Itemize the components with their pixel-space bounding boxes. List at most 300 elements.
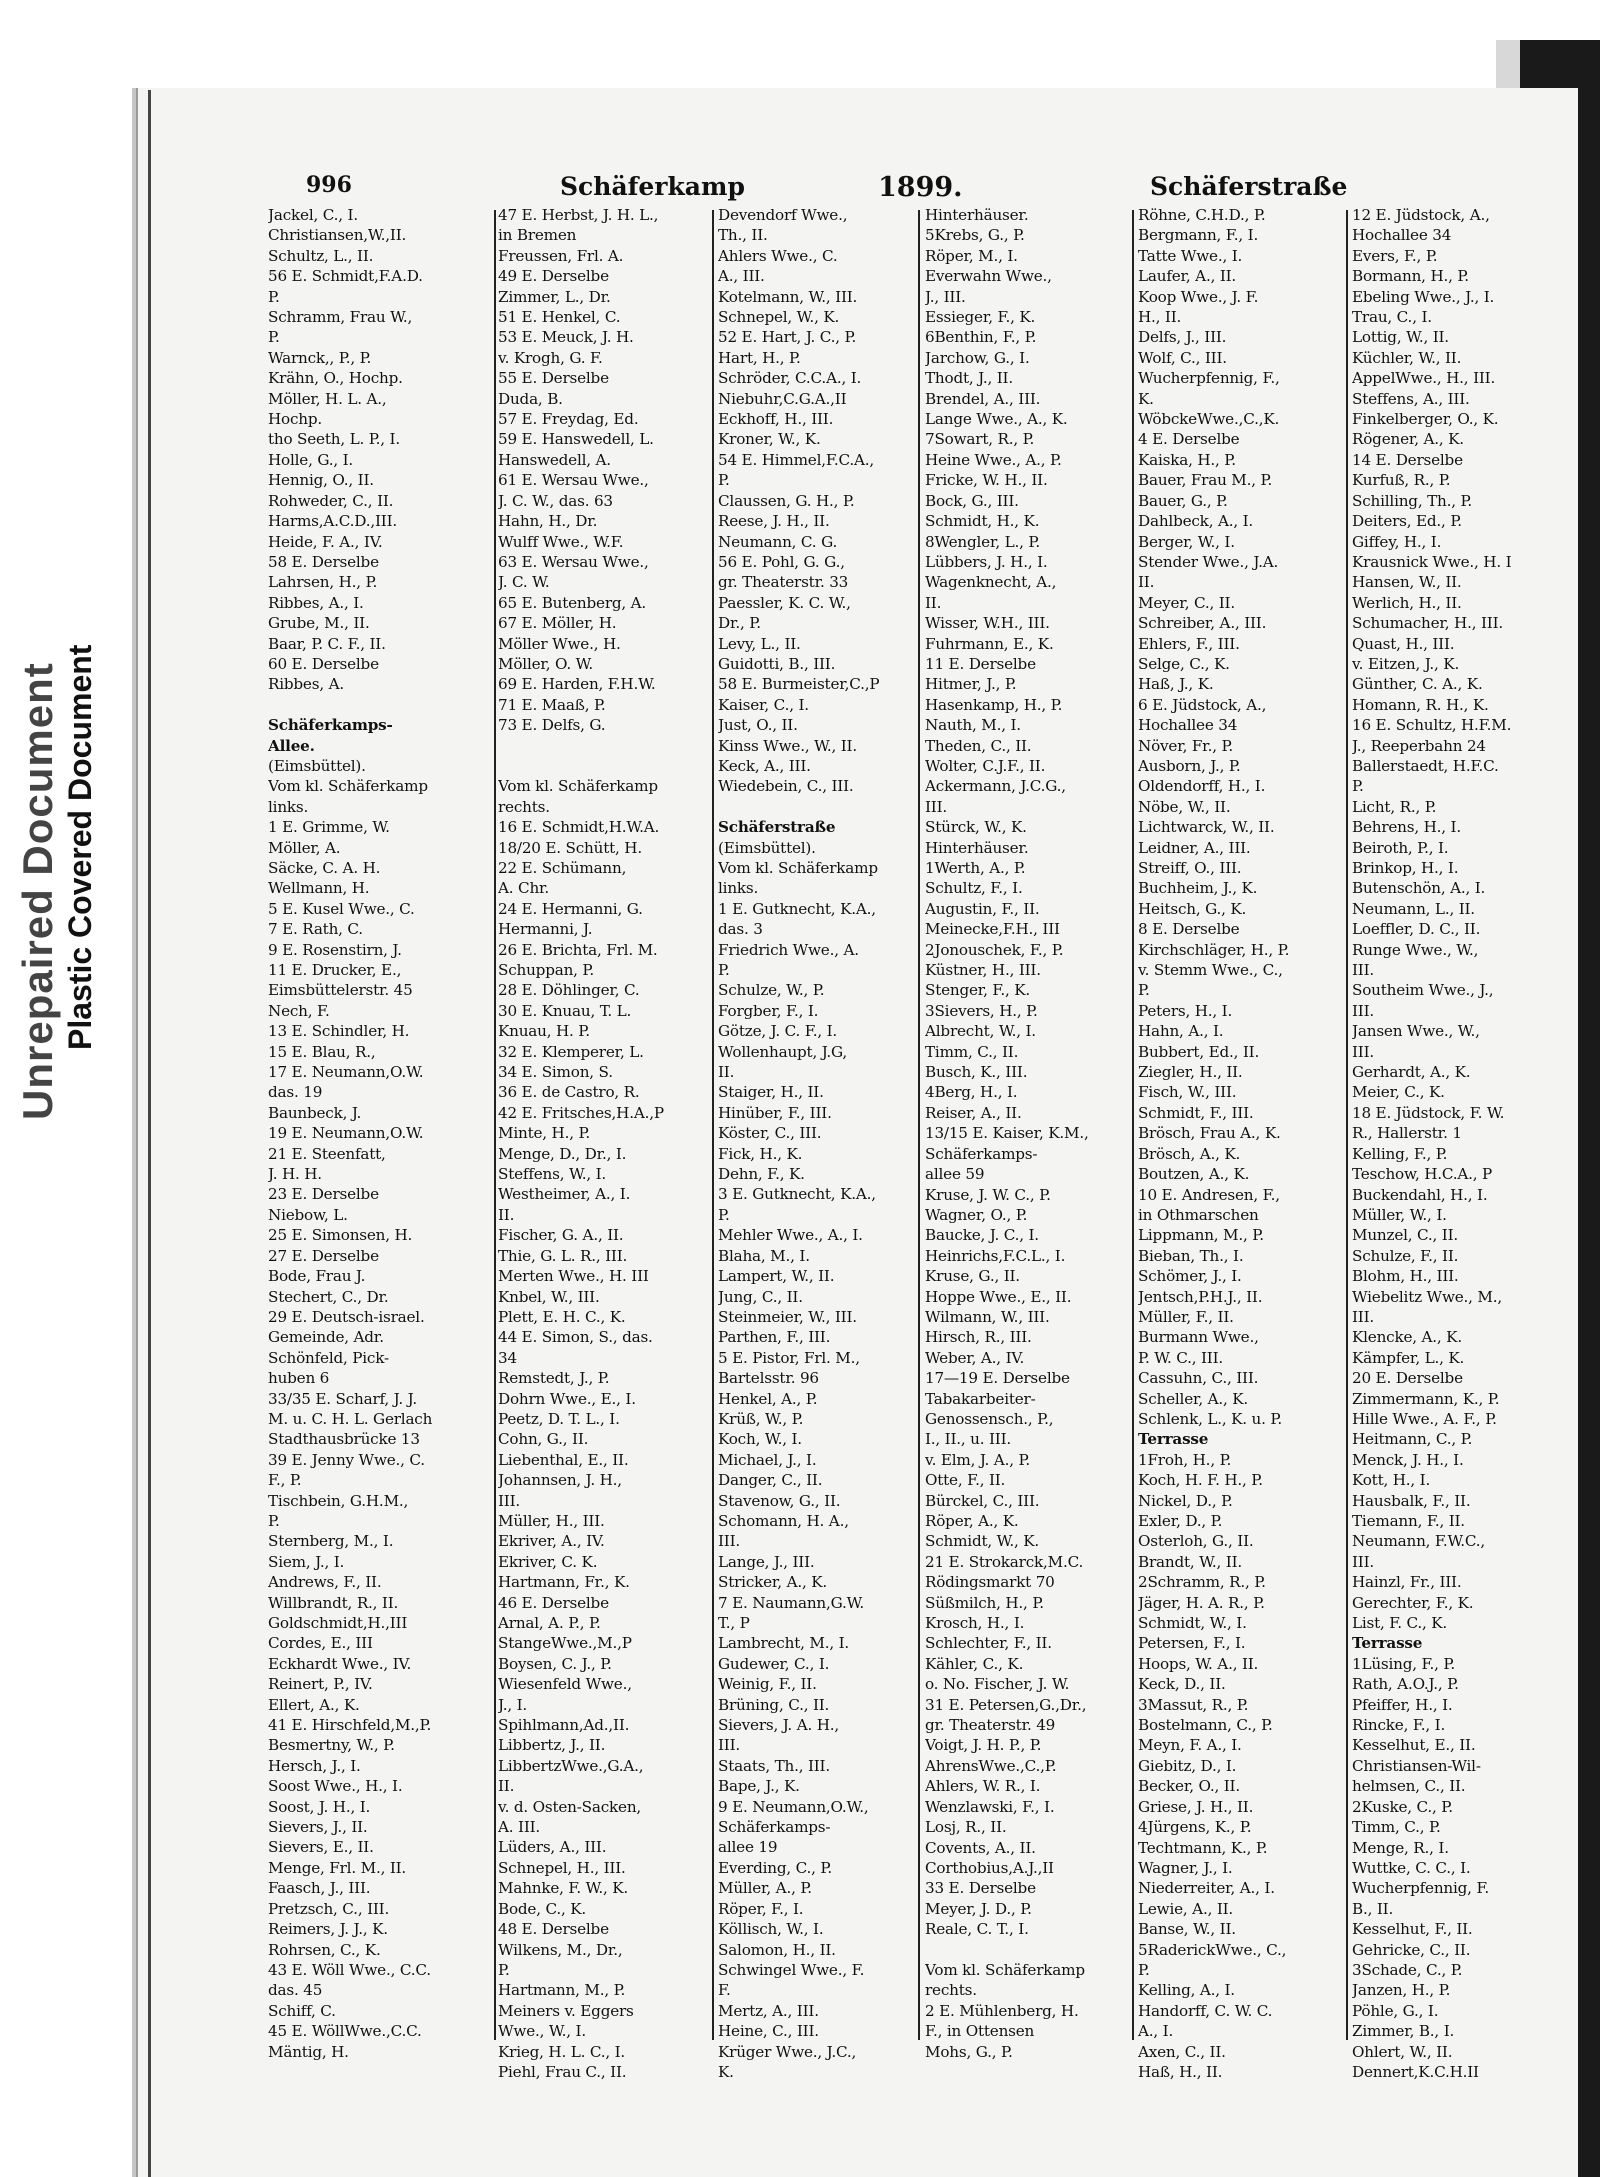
directory-entry: Röper, M., I. bbox=[925, 246, 1018, 265]
directory-entry: Axen, C., II. bbox=[1138, 2042, 1226, 2061]
directory-entry: Reiser, A., II. bbox=[925, 1103, 1022, 1122]
directory-entry: Laufer, A., II. bbox=[1138, 267, 1237, 286]
directory-entry: 5Krebs, G., P. bbox=[925, 226, 1025, 245]
directory-entry: Röper, A., K. bbox=[925, 1512, 1019, 1530]
directory-entry: Vom kl. Schäferkamp bbox=[498, 777, 658, 796]
directory-entry: Danger, C., II. bbox=[718, 1471, 823, 1490]
directory-entry: Steffens, W., I. bbox=[498, 1165, 607, 1184]
directory-entry: Hausbalk, F., II. bbox=[1352, 1491, 1471, 1510]
directory-entry: Stricker, A., K. bbox=[718, 1573, 827, 1592]
directory-entry: Bauer, G., P. bbox=[1138, 491, 1228, 510]
directory-entry: J. C. W., das. 63 bbox=[498, 491, 613, 510]
directory-entry: Sternberg, M., I. bbox=[268, 1532, 394, 1551]
directory-entry: Lahrsen, H., P. bbox=[268, 573, 378, 592]
directory-entry: Fricke, W. H., II. bbox=[925, 471, 1048, 490]
directory-entry: Berger, W., I. bbox=[1138, 532, 1235, 551]
directory-entry: Schmidt, W., K. bbox=[925, 1532, 1040, 1551]
directory-entry: Hart, H., P. bbox=[718, 348, 801, 367]
directory-entry: Hasenkamp, H., P. bbox=[925, 695, 1063, 714]
directory-entry: Müller, H., III. bbox=[498, 1511, 605, 1530]
directory-entry: Lichtwarck, W., II. bbox=[1138, 818, 1275, 837]
directory-entry: Bubbert, Ed., II. bbox=[1138, 1042, 1260, 1061]
directory-entry: Cordes, E., III bbox=[268, 1634, 373, 1653]
directory-entry: Kotelmann, W., III. bbox=[718, 287, 858, 306]
directory-entry: Niebuhr,C.G.A.,II bbox=[718, 389, 847, 408]
directory-entry: 8 E. Derselbe bbox=[1138, 920, 1240, 939]
directory-entry: tho Seeth, L. P., I. bbox=[268, 430, 400, 449]
directory-entry: Eckhoff, H., III. bbox=[718, 410, 834, 429]
directory-entry: Trau, C., I. bbox=[1352, 308, 1432, 327]
directory-entry: Pretzsch, C., III. bbox=[268, 1899, 390, 1918]
directory-entry: Reale, C. T., I. bbox=[925, 1920, 1029, 1939]
directory-entry: Dehn, F., K. bbox=[718, 1165, 805, 1184]
directory-entry: v. Elm, J. A., P. bbox=[925, 1450, 1031, 1469]
directory-entry: 1 E. Grimme, W. bbox=[268, 818, 390, 837]
directory-entry: 20 E. Derselbe bbox=[1352, 1369, 1463, 1388]
directory-entry: Wulff Wwe., W.F. bbox=[498, 532, 624, 551]
directory-entry: Becker, O., II. bbox=[1138, 1777, 1240, 1796]
directory-entry: Hinüber, F., III. bbox=[718, 1103, 832, 1122]
directory-entry: Hochp. bbox=[268, 410, 323, 429]
directory-entry: Schäferkamps- bbox=[925, 1144, 1038, 1163]
directory-entry: Weinig, F., II. bbox=[718, 1675, 817, 1694]
directory-entry: in Othmarschen bbox=[1138, 1205, 1259, 1224]
directory-entry: Ohlert, W., II. bbox=[1352, 2042, 1453, 2061]
directory-entry: Küchler, W., II. bbox=[1352, 348, 1462, 367]
directory-entry: Schiff, C. bbox=[268, 2001, 336, 2020]
directory-entry: Steffens, A., III. bbox=[1352, 389, 1470, 408]
directory-entry: Fisch, W., III. bbox=[1138, 1083, 1237, 1102]
directory-entry: Bartelsstr. 96 bbox=[718, 1369, 819, 1388]
directory-entry: Timm, C., II. bbox=[925, 1042, 1019, 1061]
directory-entry: Baucke, J. C., I. bbox=[925, 1226, 1039, 1245]
directory-entry: Müller, F., II. bbox=[1138, 1307, 1234, 1326]
directory-entry: Niederreiter, A., I. bbox=[1138, 1879, 1275, 1898]
directory-entry: Schumacher, H., III. bbox=[1352, 614, 1504, 633]
directory-entry: II. bbox=[1138, 573, 1155, 592]
directory-entry: Bergmann, F., I. bbox=[1138, 226, 1259, 245]
plastic-covered-document-label: Plastic Covered Document bbox=[62, 644, 98, 1050]
directory-entry: 18 E. Jüdstock, F. W. bbox=[1352, 1103, 1505, 1122]
directory-entry: Albrecht, W., I. bbox=[925, 1022, 1036, 1041]
directory-entry: Günther, C. A., K. bbox=[1352, 675, 1483, 694]
directory-entry: Besmertny, W., P. bbox=[268, 1736, 395, 1755]
directory-entry: 33 E. Derselbe bbox=[925, 1879, 1036, 1898]
directory-entry: Hoops, W. A., II. bbox=[1138, 1654, 1259, 1673]
directory-entry: 4Berg, H., I. bbox=[925, 1083, 1018, 1102]
directory-entry: Zimmermann, K., P. bbox=[1352, 1389, 1500, 1408]
directory-entry: Ehlers, F., III. bbox=[1138, 634, 1240, 653]
directory-entry: 14 E. Derselbe bbox=[1352, 450, 1463, 469]
directory-entry: 1 E. Gutknecht, K.A., bbox=[718, 899, 876, 918]
directory-entry: links. bbox=[718, 879, 759, 898]
directory-entry: Liebenthal, E., II. bbox=[498, 1450, 629, 1469]
directory-entry: Jansen Wwe., W., bbox=[1352, 1022, 1480, 1041]
directory-entry: Leidner, A., III. bbox=[1138, 838, 1251, 857]
directory-entry: P. bbox=[268, 287, 280, 306]
directory-entry: Osterloh, G., II. bbox=[1138, 1532, 1254, 1551]
directory-entry: Piehl, Frau C., II. bbox=[498, 2062, 627, 2081]
directory-entry: 10 E. Andresen, F., bbox=[1138, 1185, 1280, 1204]
directory-entry: Peetz, D. T. L., I. bbox=[498, 1409, 620, 1428]
directory-entry: Haß, J., K. bbox=[1138, 675, 1214, 694]
directory-entry: Schäferkamps- bbox=[718, 1818, 831, 1837]
directory-entry: A. Chr. bbox=[498, 879, 550, 898]
directory-entry: Zimmer, L., Dr. bbox=[498, 287, 611, 306]
directory-entry: Wwe., W., I. bbox=[498, 2022, 586, 2041]
directory-entry: Hinterhäuser. bbox=[925, 206, 1029, 224]
directory-entry: Möller, H. L. A., bbox=[268, 389, 387, 408]
directory-entry: Finkelberger, O., K. bbox=[1352, 410, 1499, 429]
directory-entry: Rath, A.O.J., P. bbox=[1352, 1675, 1459, 1694]
directory-entry: v. Eitzen, J., K. bbox=[1352, 654, 1460, 673]
directory-entry: Bürckel, C., III. bbox=[925, 1491, 1040, 1510]
directory-entry: Cassuhn, C., III. bbox=[1138, 1369, 1259, 1388]
directory-entry: Soost Wwe., H., I. bbox=[268, 1777, 403, 1796]
directory-entry: P. bbox=[1138, 981, 1150, 1000]
directory-entry: 7 E. Rath, C. bbox=[268, 920, 363, 939]
directory-entry: Goldschmidt,H.,III bbox=[268, 1614, 408, 1633]
directory-entry: III. bbox=[1352, 961, 1375, 980]
directory-entry: das. 45 bbox=[268, 1981, 323, 2000]
directory-entry: 3Schade, C., P. bbox=[1352, 1960, 1463, 1979]
directory-entry: Schlechter, F., II. bbox=[925, 1634, 1052, 1653]
directory-entry: AhrensWwe.,C.,P. bbox=[925, 1756, 1057, 1775]
directory-entry: Spihlmann,Ad.,II. bbox=[498, 1716, 630, 1735]
directory-entry: Kelling, A., I. bbox=[1138, 1981, 1235, 2000]
directory-entry: 17 E. Neumann,O.W. bbox=[268, 1063, 424, 1082]
directory-entry: II. bbox=[498, 1777, 515, 1796]
directory-entry: M. u. C. H. L. Gerlach bbox=[268, 1409, 433, 1428]
directory-entry: Rincke, F., I. bbox=[1352, 1716, 1446, 1735]
directory-entry: III. bbox=[1352, 1307, 1375, 1326]
directory-entry: Hochallee 34 bbox=[1352, 226, 1452, 245]
directory-entry: 33/35 E. Scharf, J. J. bbox=[268, 1389, 417, 1408]
directory-entry: Warnck,, P., P. bbox=[268, 348, 372, 367]
directory-entry: 45 E. WöllWwe.,C.C. bbox=[268, 2022, 422, 2041]
directory-entry: Buchheim, J., K. bbox=[1138, 879, 1258, 898]
directory-entry: Friedrich Wwe., A. bbox=[718, 940, 859, 959]
directory-entry: Wilmann, W., III. bbox=[925, 1307, 1050, 1326]
directory-entry: Brüning, C., II. bbox=[718, 1695, 830, 1714]
column-divider bbox=[918, 210, 920, 2040]
directory-entry: Giebitz, D., I. bbox=[1138, 1756, 1237, 1775]
directory-entry: gr. Theaterstr. 33 bbox=[718, 573, 849, 592]
directory-entry: III. bbox=[718, 1532, 741, 1551]
directory-entry: 15 E. Blau, R., bbox=[268, 1042, 376, 1061]
directory-entry: 55 E. Derselbe bbox=[498, 369, 609, 388]
directory-entry: B., II. bbox=[1352, 1899, 1394, 1918]
directory-entry: Kähler, C., K. bbox=[925, 1654, 1024, 1673]
directory-entry: Stender Wwe., J.A. bbox=[1138, 552, 1279, 571]
directory-entry: rechts. bbox=[498, 797, 550, 816]
directory-entry: Kaiser, C., I. bbox=[718, 695, 809, 714]
directory-entry: Koch, W., I. bbox=[718, 1430, 802, 1449]
directory-entry: 23 E. Derselbe bbox=[268, 1185, 379, 1204]
directory-entry: Schultz, F., I. bbox=[925, 879, 1023, 898]
directory-entry: 1Lüsing, F., P. bbox=[1352, 1654, 1455, 1673]
directory-entry: Ribbes, A. bbox=[268, 675, 344, 694]
directory-entry: 46 E. Derselbe bbox=[498, 1593, 609, 1612]
directory-entry: Homann, R. H., K. bbox=[1352, 695, 1489, 714]
directory-entry: A., I. bbox=[1138, 2022, 1174, 2041]
directory-entry: Theden, C., II. bbox=[925, 736, 1032, 755]
directory-entry: Jentsch,P.H.J., II. bbox=[1138, 1287, 1263, 1306]
directory-entry: Mahnke, F. W., K. bbox=[498, 1879, 629, 1898]
directory-entry: Ahlers Wwe., C. bbox=[718, 246, 838, 265]
directory-entry: P. bbox=[1352, 777, 1364, 796]
directory-entry: 7Sowart, R., P. bbox=[925, 430, 1035, 449]
directory-entry: huben 6 bbox=[268, 1369, 330, 1388]
directory-entry: J. H. H. bbox=[268, 1165, 322, 1184]
directory-entry: Kesselhut, F., II. bbox=[1352, 1920, 1473, 1939]
directory-entry: Hermanni, J. bbox=[498, 920, 593, 939]
directory-entry: III. bbox=[1352, 1552, 1375, 1571]
directory-entry: Wellmann, H. bbox=[268, 879, 370, 898]
directory-entry: Meyer, J. D., P. bbox=[925, 1899, 1032, 1918]
directory-entry: 52 E. Hart, J. C., P. bbox=[718, 328, 857, 347]
directory-entry: Quast, H., III. bbox=[1352, 634, 1455, 653]
directory-entry: Timm, C., P. bbox=[1352, 1818, 1441, 1837]
directory-entry: III. bbox=[498, 1491, 521, 1510]
directory-entry: Soost, J. H., I. bbox=[268, 1797, 371, 1816]
directory-entry: Peters, H., I. bbox=[1138, 1001, 1233, 1020]
directory-entry: Lüders, A., III. bbox=[498, 1838, 607, 1857]
directory-entry: Levy, L., II. bbox=[718, 634, 801, 653]
directory-entry: Butenschön, A., I. bbox=[1352, 879, 1486, 898]
directory-entry: A. III. bbox=[498, 1818, 541, 1837]
header-left-street: Schäferkamp bbox=[560, 172, 745, 201]
directory-entry: Giffey, H., I. bbox=[1352, 532, 1442, 551]
directory-entry: 65 E. Butenberg, A. bbox=[498, 593, 647, 612]
directory-entry: Arnal, A. P., P. bbox=[498, 1614, 601, 1632]
directory-entry: das. 3 bbox=[718, 920, 763, 939]
directory-entry: Augustin, F., II. bbox=[925, 899, 1040, 918]
directory-entry bbox=[925, 1940, 1130, 1960]
directory-entry: 61 E. Wersau Wwe., bbox=[498, 471, 649, 490]
directory-entry: Säcke, C. A. H. bbox=[268, 858, 381, 877]
directory-entry: Hennig, O., II. bbox=[268, 471, 374, 490]
directory-entry: K. bbox=[1138, 389, 1154, 408]
column-divider bbox=[494, 210, 496, 2040]
directory-entry: v. d. Osten-Sacken, bbox=[498, 1797, 642, 1816]
directory-entry: Dahlbeck, A., I. bbox=[1138, 512, 1254, 531]
directory-entry: 43 E. Wöll Wwe., C.C. bbox=[268, 1960, 431, 1979]
directory-entry: Kelling, F., P. bbox=[1352, 1144, 1448, 1163]
directory-entry: Schmidt, F., III. bbox=[1138, 1103, 1254, 1122]
directory-entry: 26 E. Brichta, Frl. M. bbox=[498, 940, 658, 959]
directory-entry: 4Jürgens, K., P. bbox=[1138, 1818, 1252, 1837]
directory-entry: Losj, R., II. bbox=[925, 1818, 1007, 1837]
directory-entry: 18/20 E. Schütt, H. bbox=[498, 838, 642, 857]
directory-entry: Devendorf Wwe., bbox=[718, 206, 848, 224]
directory-entry: Wagenknecht, A., bbox=[925, 573, 1057, 592]
directory-entry: Menge, D., Dr., I. bbox=[498, 1144, 627, 1163]
directory-entry: 9 E. Rosenstirn, J. bbox=[268, 940, 402, 959]
directory-entry: Grube, M., II. bbox=[268, 614, 370, 633]
directory-entry: Lambrecht, M., I. bbox=[718, 1634, 850, 1653]
directory-entry: Jarchow, G., I. bbox=[925, 348, 1030, 367]
directory-entry: Neumann, L., II. bbox=[1352, 899, 1475, 918]
directory-entry: Möller, A. bbox=[268, 838, 341, 857]
directory-entry: Meyn, F. A., I. bbox=[1138, 1736, 1242, 1755]
directory-entry: Teschow, H.C.A., P bbox=[1352, 1165, 1493, 1184]
directory-entry: Schulze, F., II. bbox=[1352, 1246, 1459, 1265]
directory-entry: 34 bbox=[498, 1348, 517, 1367]
directory-entry: Heine, C., III. bbox=[718, 2022, 819, 2041]
directory-entry: P. bbox=[498, 1960, 510, 1979]
directory-entry: 3 E. Gutknecht, K.A., bbox=[718, 1185, 876, 1204]
directory-entry: 25 E. Simonsen, H. bbox=[268, 1226, 413, 1245]
directory-entry: Southeim Wwe., J., bbox=[1352, 981, 1494, 1000]
directory-entry: Otte, F., II. bbox=[925, 1471, 1006, 1490]
directory-entry: Rohrsen, C., K. bbox=[268, 1940, 381, 1959]
directory-entry: Wilkens, M., Dr., bbox=[498, 1940, 623, 1959]
directory-entry: F., in Ottensen bbox=[925, 2022, 1035, 2041]
directory-entry: R., Hallerstr. 1 bbox=[1352, 1124, 1462, 1143]
directory-entry: 2 E. Mühlenberg, H. bbox=[925, 2001, 1079, 2020]
page-number: 996 bbox=[306, 172, 352, 198]
directory-entry: Ziegler, H., II. bbox=[1138, 1063, 1243, 1082]
directory-entry: Libbertz, J., II. bbox=[498, 1736, 606, 1755]
directory-entry: Müller, A., P. bbox=[718, 1879, 812, 1898]
directory-entry: Claussen, G. H., P. bbox=[718, 491, 855, 510]
directory-entry: Andrews, F., II. bbox=[268, 1573, 382, 1592]
directory-entry: Th., II. bbox=[718, 226, 768, 245]
directory-column-1 bbox=[268, 205, 493, 2085]
directory-entry: Schröder, C.C.A., I. bbox=[718, 369, 862, 388]
directory-entry: Tiemann, F., II. bbox=[1352, 1512, 1465, 1530]
directory-entry: v. Stemm Wwe., C., bbox=[1138, 961, 1283, 980]
column-divider bbox=[1132, 210, 1134, 2040]
directory-column-4 bbox=[925, 205, 1130, 2085]
directory-entry: Hanswedell, A. bbox=[498, 450, 611, 469]
directory-entry: Fick, H., K. bbox=[718, 1144, 803, 1163]
directory-entry: Wisser, W.H., III. bbox=[925, 614, 1050, 633]
directory-entry: v. Krogh, G. F. bbox=[498, 348, 603, 367]
directory-entry: Lange, J., III. bbox=[718, 1552, 815, 1571]
directory-entry: Delfs, J., III. bbox=[1138, 328, 1227, 347]
directory-entry: Parthen, F., III. bbox=[718, 1328, 831, 1347]
directory-entry: 57 E. Freydag, Ed. bbox=[498, 410, 639, 429]
directory-entry: Kruse, J. W. C., P. bbox=[925, 1185, 1051, 1204]
directory-entry: 44 E. Simon, S., das. bbox=[498, 1328, 653, 1347]
directory-entry: Brendel, A., III. bbox=[925, 389, 1041, 408]
directory-entry: Brösch, Frau A., K. bbox=[1138, 1124, 1281, 1143]
directory-entry: H., II. bbox=[1138, 308, 1182, 327]
directory-entry: Schönfeld, Pick- bbox=[268, 1348, 389, 1367]
directory-entry: Handorff, C. W. C. bbox=[1138, 2001, 1273, 2020]
directory-entry: Bock, G., III. bbox=[925, 491, 1019, 510]
directory-entry: Ahlers, W. R., I. bbox=[925, 1777, 1041, 1796]
directory-entry: Licht, R., P. bbox=[1352, 797, 1437, 816]
directory-entry: Götze, J. C. F., I. bbox=[718, 1022, 838, 1041]
directory-entry: Knuau, H. P. bbox=[498, 1022, 590, 1041]
directory-entry: Möller Wwe., H. bbox=[498, 634, 621, 653]
directory-entry: helmsen, C., II. bbox=[1352, 1777, 1466, 1796]
directory-entry: P. bbox=[718, 1205, 730, 1224]
directory-entry: P. bbox=[268, 1511, 280, 1530]
section-heading: Schäferstraße bbox=[718, 818, 836, 837]
directory-entry: 17—19 E. Derselbe bbox=[925, 1369, 1070, 1388]
directory-entry: Heitsch, G., K. bbox=[1138, 899, 1247, 918]
directory-entry: Runge Wwe., W., bbox=[1352, 940, 1479, 959]
directory-entry: Johannsen, J. H., bbox=[498, 1471, 622, 1490]
directory-entry: Sievers, J., II. bbox=[268, 1818, 368, 1837]
directory-entry: II. bbox=[925, 593, 942, 612]
directory-entry: Blaha, M., I. bbox=[718, 1246, 810, 1265]
directory-entry: Banse, W., II. bbox=[1138, 1920, 1236, 1939]
directory-entry: Gudewer, C., I. bbox=[718, 1654, 830, 1673]
directory-entry: Haß, H., II. bbox=[1138, 2062, 1223, 2081]
directory-entry: Stechert, C., Dr. bbox=[268, 1287, 389, 1306]
directory-entry: Ekriver, A., IV. bbox=[498, 1532, 605, 1551]
directory-entry: 6Benthin, F., P. bbox=[925, 328, 1037, 347]
directory-entry: Schramm, Frau W., bbox=[268, 308, 413, 327]
directory-entry: J., III. bbox=[925, 287, 966, 306]
directory-entry: 21 E. Strokarck,M.C. bbox=[925, 1552, 1084, 1571]
directory-entry: Bode, Frau J. bbox=[268, 1267, 366, 1286]
directory-entry: Wenzlawski, F., I. bbox=[925, 1797, 1055, 1816]
directory-entry: Lippmann, M., P. bbox=[1138, 1226, 1264, 1245]
directory-entry: Meiners v. Eggers bbox=[498, 2001, 634, 2020]
directory-entry: Stenger, F., K. bbox=[925, 981, 1031, 1000]
directory-entry: Köllisch, W., I. bbox=[718, 1920, 824, 1939]
directory-entry bbox=[268, 695, 493, 715]
directory-entry: Bape, J., K. bbox=[718, 1777, 800, 1796]
directory-entry: Ebeling Wwe., J., I. bbox=[1352, 287, 1495, 306]
directory-entry: 48 E. Derselbe bbox=[498, 1920, 609, 1939]
directory-entry: Schilling, Th., P. bbox=[1352, 491, 1473, 510]
directory-entry: Reimers, J. J., K. bbox=[268, 1920, 388, 1939]
directory-entry: Bostelmann, C., P. bbox=[1138, 1716, 1273, 1735]
directory-entry: 5RaderickWwe., C., bbox=[1138, 1940, 1287, 1959]
directory-entry: allee 19 bbox=[718, 1838, 778, 1857]
directory-entry: Tischbein, G.H.M., bbox=[268, 1491, 409, 1510]
directory-entry: P. bbox=[1138, 1960, 1150, 1979]
directory-entry: Röper, F., I. bbox=[718, 1899, 804, 1918]
directory-column-2 bbox=[498, 205, 708, 2085]
directory-entry: 29 E. Deutsch-israel. bbox=[268, 1307, 425, 1326]
directory-entry: Duda, B. bbox=[498, 389, 563, 408]
directory-entry: 9 E. Neumann,O.W., bbox=[718, 1797, 869, 1816]
directory-entry: Westheimer, A., I. bbox=[498, 1185, 631, 1204]
directory-entry: Lübbers, J. H., I. bbox=[925, 552, 1048, 571]
directory-entry: Jung, C., II. bbox=[718, 1287, 803, 1306]
directory-entry: Meyer, C., II. bbox=[1138, 593, 1235, 612]
directory-entry: Corthobius,A.J.,II bbox=[925, 1858, 1054, 1877]
directory-entry: Klencke, A., K. bbox=[1352, 1328, 1462, 1347]
directory-entry: Griese, J. H., II. bbox=[1138, 1797, 1254, 1816]
directory-entry: 32 E. Klemperer, L. bbox=[498, 1042, 644, 1061]
directory-entry: II. bbox=[718, 1063, 735, 1082]
directory-entry: Tabakarbeiter- bbox=[925, 1389, 1036, 1408]
directory-entry: Tatte Wwe., I. bbox=[1138, 246, 1243, 265]
directory-entry: 8Wengler, L., P. bbox=[925, 532, 1040, 551]
directory-entry: Dohrn Wwe., E., I. bbox=[498, 1389, 636, 1408]
directory-entry: 3Massut, R., P. bbox=[1138, 1695, 1249, 1714]
column-divider bbox=[712, 210, 714, 2040]
directory-entry: Mäntig, H. bbox=[268, 2042, 349, 2061]
directory-entry bbox=[718, 797, 913, 817]
directory-entry: J., Reeperbahn 24 bbox=[1352, 736, 1486, 755]
directory-entry: 24 E. Hermanni, G. bbox=[498, 899, 643, 918]
directory-entry: Jäger, H. A. R., P. bbox=[1138, 1593, 1265, 1612]
directory-entry: Kott, H., I. bbox=[1352, 1471, 1431, 1490]
directory-entry: Beiroth, P., I. bbox=[1352, 838, 1449, 857]
directory-entry: Krähn, O., Hochp. bbox=[268, 369, 403, 388]
directory-entry: Mertz, A., III. bbox=[718, 2001, 819, 2020]
